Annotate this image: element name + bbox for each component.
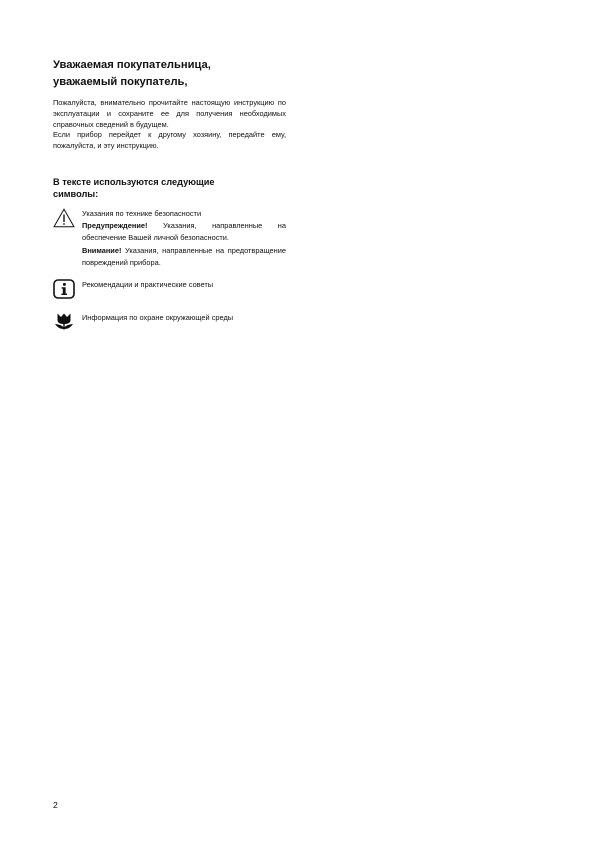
page-title: [53, 57, 313, 91]
symbols-heading-line-1: В тексте используются следующие: [53, 177, 215, 187]
info-text: Рекомендации и практические советы: [82, 280, 214, 289]
safety-symbol-text: [82, 208, 286, 269]
page-title-line-2: уважаемый покупатель,: [53, 76, 188, 88]
caution-note: [82, 245, 286, 269]
info-icon: [53, 279, 75, 304]
info-symbol-text: [82, 279, 286, 291]
caution-lead: Внимание!: [82, 245, 122, 255]
environment-symbol-block: [53, 312, 286, 336]
environment-symbol-text: [82, 312, 286, 324]
environment-flower-icon: [53, 312, 75, 337]
info-symbol-block: [53, 279, 286, 303]
page-number: 2: [53, 800, 58, 810]
warning-text: Указания, направленные на обеспечение Вашей личной безопасности.: [82, 221, 286, 243]
warning-triangle-icon: [53, 208, 75, 233]
page-title-line-1: Уважаемая покупательница,: [53, 59, 211, 71]
intro-paragraph-2: Если прибор перейдет к другому хозяину, передайте ему, пожалуйста, и эту инструкцию.: [53, 130, 286, 151]
safety-title: Указания по технике безопасности: [82, 209, 202, 218]
warning-lead: Предупреждение!: [82, 221, 148, 231]
intro-paragraph-1: Пожалуйста, внимательно прочитайте настоящую инструкцию по эксплуатации и сохраните ее для получения необходимых справочных сведений в будущем.: [53, 98, 286, 129]
safety-symbol-block: [53, 208, 286, 268]
symbols-heading: [53, 176, 293, 200]
warning-note: [82, 220, 286, 244]
intro-section: [53, 98, 286, 152]
environment-text: Информация по охране окружающей среды: [82, 313, 234, 322]
symbols-heading-line-2: символы:: [53, 189, 99, 199]
caution-text: Указания, направленные на предотвращение повреждений прибора.: [82, 245, 286, 267]
